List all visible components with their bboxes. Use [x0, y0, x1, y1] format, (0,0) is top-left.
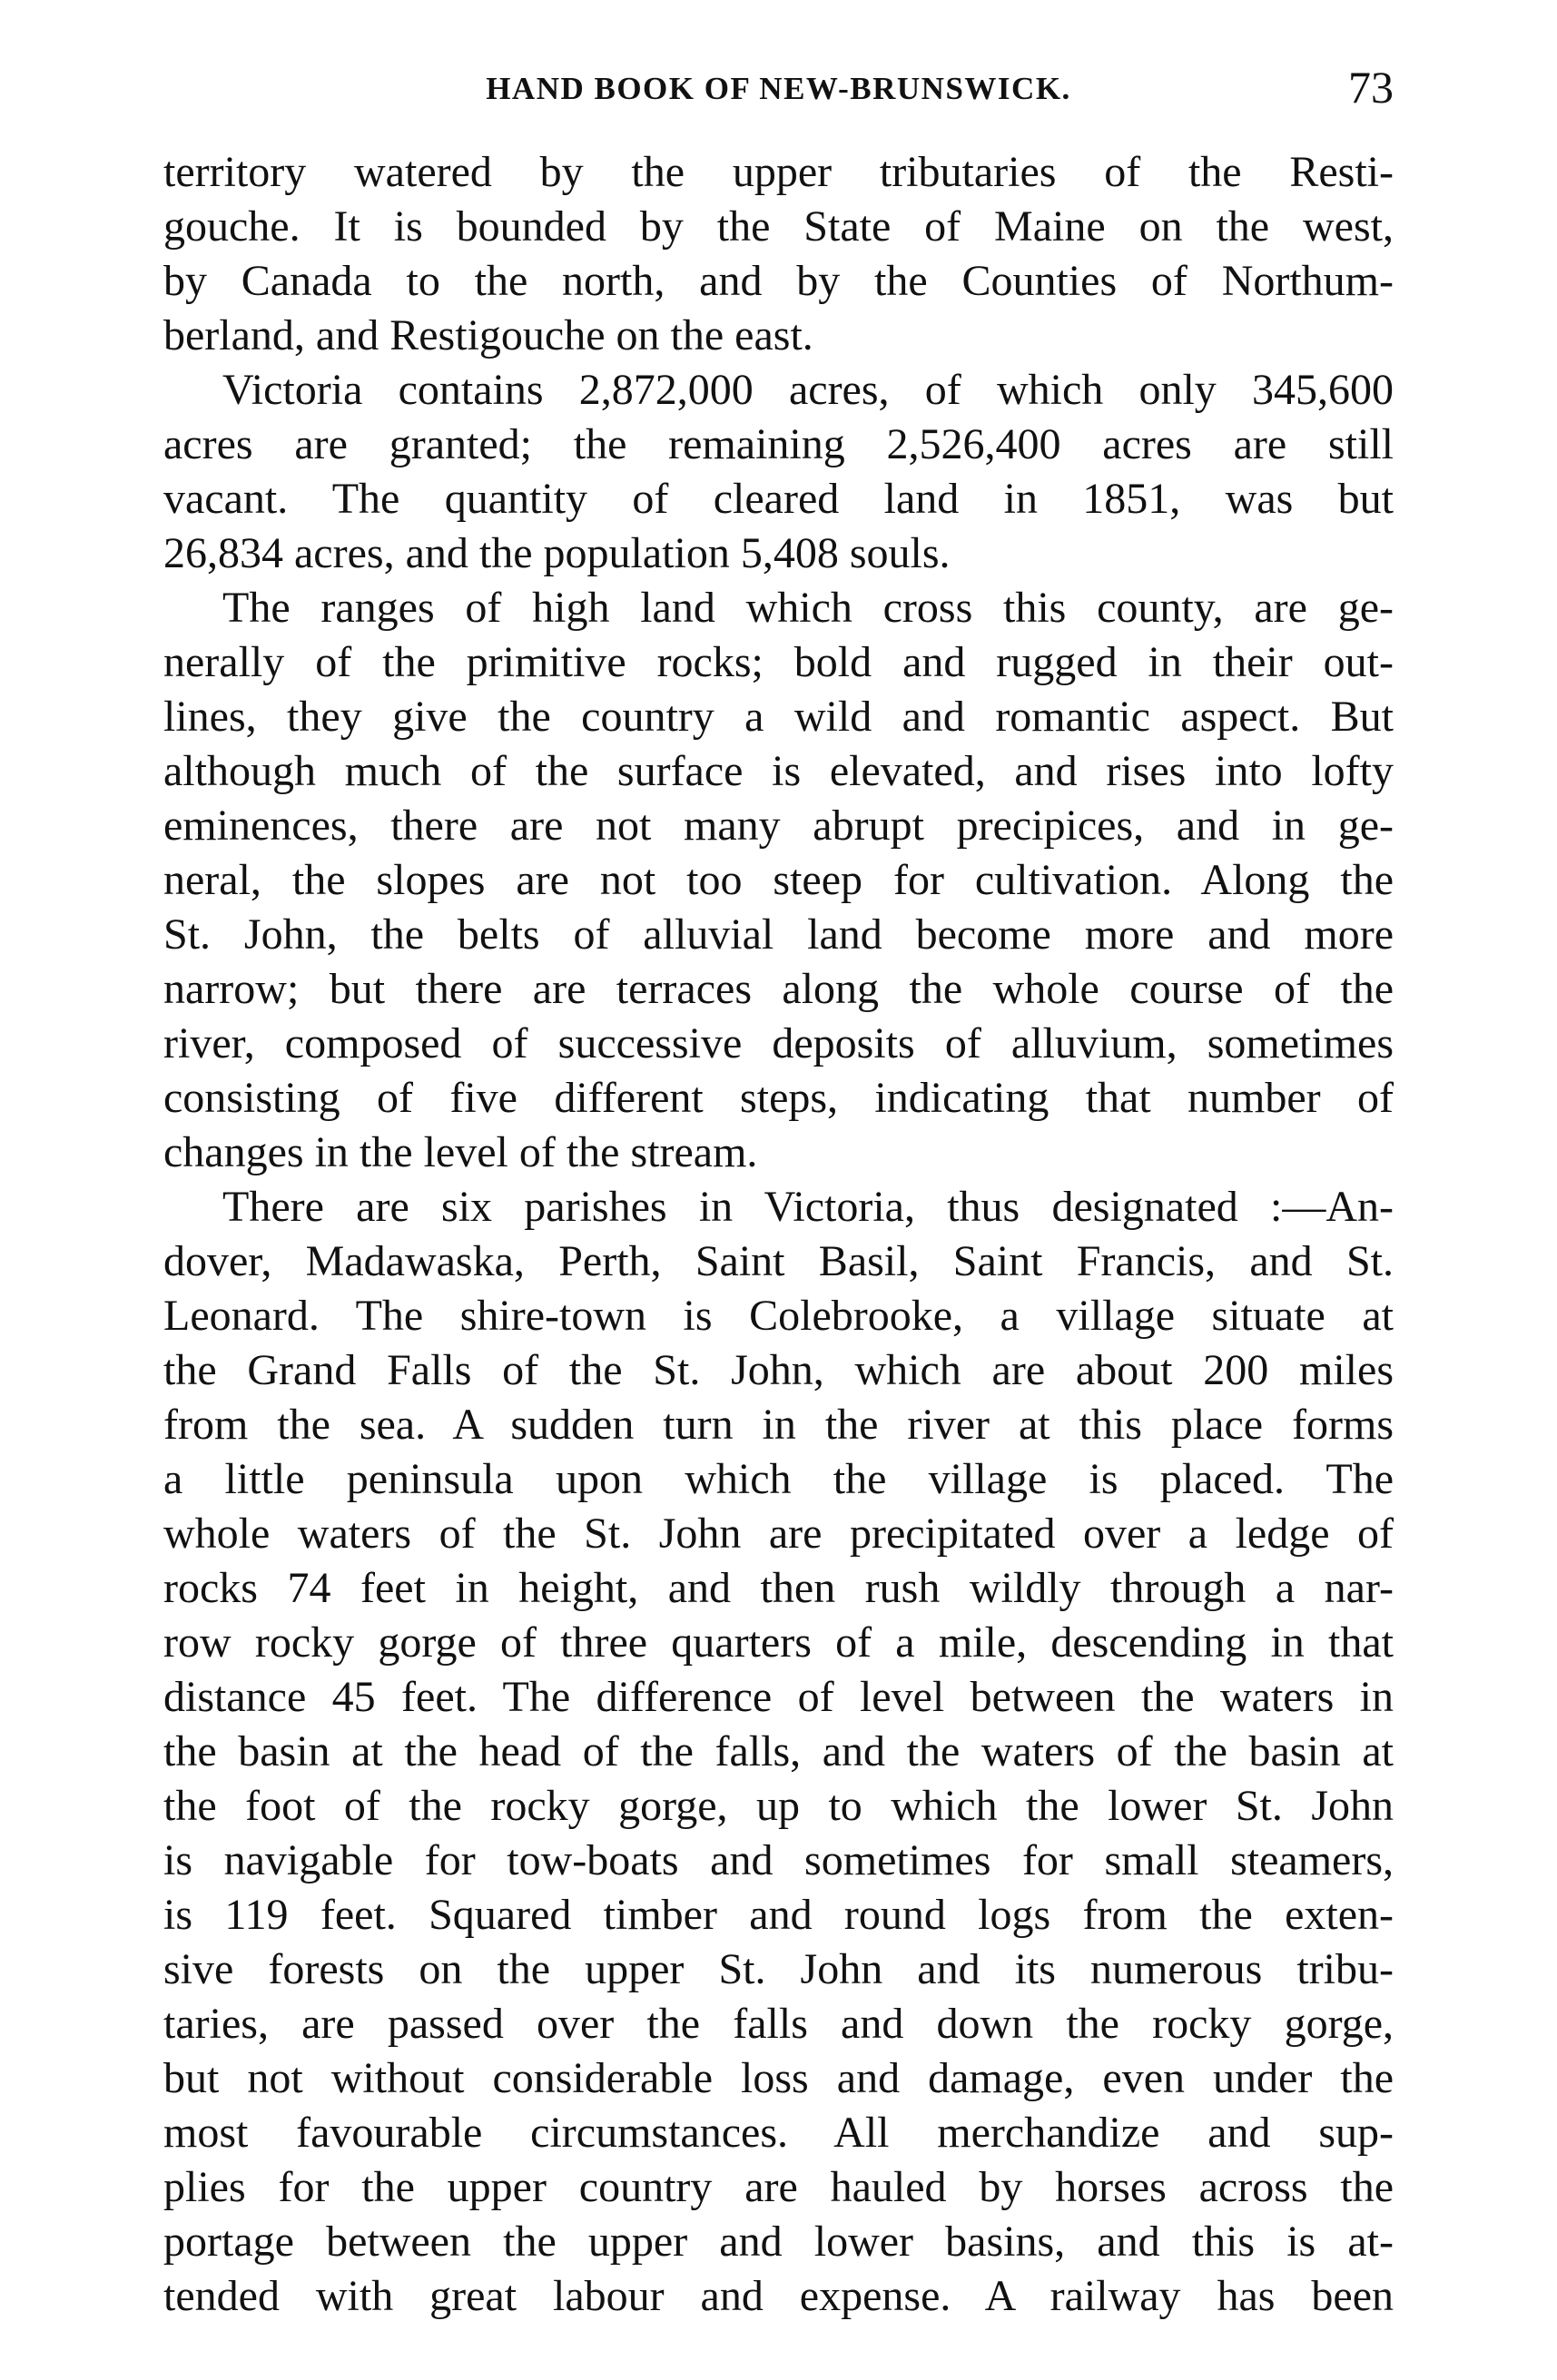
text-line: whole waters of the St. John are precipitated over a ledge of	[163, 1510, 1394, 1558]
text-line: changes in the level of the stream.	[163, 1128, 758, 1176]
text-line: portage between the upper and lower basins, and this is at-	[163, 2218, 1394, 2266]
text-line: but not without considerable loss and damage, even under the	[163, 2054, 1394, 2102]
text-line: dover, Madawaska, Perth, Saint Basil, Saint Francis, and St.	[163, 1237, 1394, 1285]
text-line: The ranges of high land which cross this county, are ge-	[222, 584, 1394, 632]
text-line: neral, the slopes are not too steep for cultivation. Along the	[163, 856, 1394, 904]
text-line: tended with great labour and expense. A railway has been	[163, 2272, 1394, 2320]
text-line: the foot of the rocky gorge, up to which the lower St. John	[163, 1782, 1394, 1830]
text-line: the basin at the head of the falls, and the waters of the basin at	[163, 1727, 1394, 1775]
text-line: is navigable for tow-boats and sometimes for small steamers,	[163, 1836, 1394, 1884]
text-line: Leonard. The shire-town is Colebrooke, a village situate at	[163, 1292, 1394, 1340]
running-title: HAND BOOK OF NEW-BRUNSWICK.	[486, 71, 1071, 106]
text-line: vacant. The quantity of cleared land in 1851, was but	[163, 475, 1394, 523]
text-line: river, composed of successive deposits of alluvium, sometimes	[163, 1019, 1394, 1067]
body-text	[163, 145, 1394, 2324]
text-line: eminences, there are not many abrupt precipices, and in ge-	[163, 802, 1394, 850]
text-line: a little peninsula upon which the village is placed. The	[163, 1455, 1394, 1503]
page-number: 73	[1348, 62, 1394, 113]
text-line: sive forests on the upper St. John and its numerous tribu-	[163, 1945, 1394, 1993]
text-line: There are six parishes in Victoria, thus designated :—An-	[222, 1183, 1394, 1231]
text-line: is 119 feet. Squared timber and round logs from the exten-	[163, 1891, 1394, 1939]
text-line: distance 45 feet. The difference of level between the waters in	[163, 1673, 1394, 1721]
text-line: St. John, the belts of alluvial land become more and more	[163, 910, 1394, 959]
text-line: 26,834 acres, and the population 5,408 souls.	[163, 529, 951, 577]
text-line: lines, they give the country a wild and romantic aspect. But	[163, 693, 1394, 741]
text-line: Victoria contains 2,872,000 acres, of which only 345,600	[222, 366, 1394, 414]
text-line: nerally of the primitive rocks; bold and rugged in their out-	[163, 638, 1394, 686]
text-line: gouche. It is bounded by the State of Maine on the west,	[163, 202, 1394, 251]
text-line: row rocky gorge of three quarters of a mile, descending in that	[163, 1618, 1394, 1667]
text-line: acres are granted; the remaining 2,526,400 acres are still	[163, 420, 1394, 468]
text-line: plies for the upper country are hauled by horses across the	[163, 2163, 1394, 2211]
text-line: by Canada to the north, and by the Counties of Northum-	[163, 257, 1394, 305]
text-line: territory watered by the upper tributaries of the Resti-	[163, 148, 1394, 196]
text-line: rocks 74 feet in height, and then rush wildly through a nar-	[163, 1564, 1394, 1612]
text-line: taries, are passed over the falls and down the rocky gorge,	[163, 2000, 1394, 2048]
text-line: the Grand Falls of the St. John, which are about 200 miles	[163, 1346, 1394, 1394]
text-line: berland, and Restigouche on the east.	[163, 311, 813, 359]
text-line: narrow; but there are terraces along the whole course of the	[163, 965, 1394, 1013]
text-line: most favourable circumstances. All merchandize and sup-	[163, 2109, 1394, 2157]
text-line: although much of the surface is elevated, and rises into lofty	[163, 747, 1394, 795]
running-head	[163, 62, 1394, 116]
text-line: consisting of five different steps, indicating that number of	[163, 1074, 1394, 1122]
text-line: from the sea. A sudden turn in the river at this place forms	[163, 1401, 1394, 1449]
